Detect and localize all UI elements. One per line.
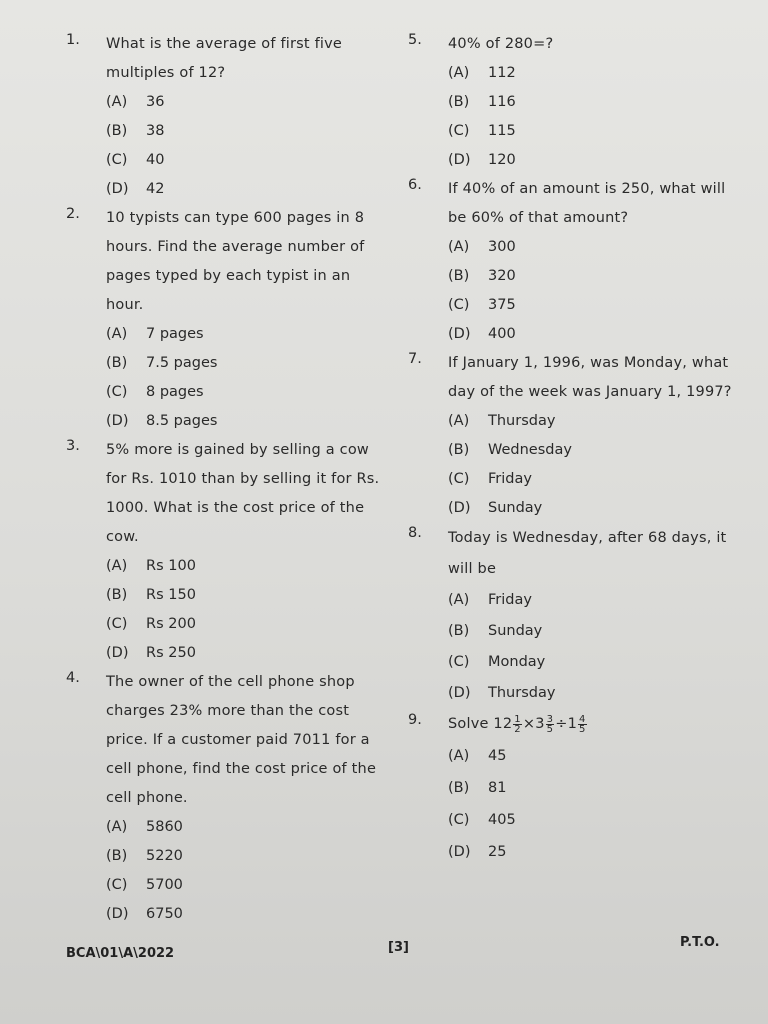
option-d: (D) 6750 — [106, 906, 183, 922]
right-column — [408, 30, 738, 868]
option-a: (A) 5860 — [106, 819, 183, 835]
option-a: (A) 112 — [448, 65, 516, 81]
option-d: (D) Rs 250 — [106, 645, 196, 661]
question-number: 6. — [408, 177, 422, 193]
option-c: (C) 5700 — [106, 877, 183, 893]
question-3 — [66, 436, 391, 668]
question-number: 9. — [408, 712, 422, 728]
option-c: (C) 8 pages — [106, 384, 204, 400]
option-c: (C) 115 — [448, 123, 516, 139]
option-c: (C) Friday — [448, 471, 532, 487]
option-d: (D) 400 — [448, 326, 516, 342]
question-number: 1. — [66, 32, 80, 48]
question-4 — [66, 668, 391, 929]
question-5 — [408, 30, 738, 175]
option-c: (C) 405 — [448, 812, 516, 828]
question-8 — [408, 523, 738, 709]
question-6 — [408, 175, 738, 349]
option-c: (C) Monday — [448, 654, 546, 670]
question-number: 2. — [66, 206, 80, 222]
question-stem: What is the average of first five multiples of 12? — [106, 36, 343, 81]
question-stem: The owner of the cell phone shop charges 23% more than the cost price. If a customer paid 7011 for a cell phone, find the cost price of the cell phone. — [106, 674, 377, 806]
question-stem: Solve 12 $\frac{1}{2}$ ×3 $\frac{3}{5}$ ÷1 $\frac{4}{5}$ — [448, 713, 586, 735]
option-d: (D) 120 — [448, 152, 516, 168]
fraction: $\frac{1}{2}$ — [514, 713, 521, 735]
option-b: (B) 116 — [448, 94, 516, 110]
question-stem: If 40% of an amount is 250, what will be 60% of that amount? — [448, 181, 726, 226]
option-b: (B) 5220 — [106, 848, 183, 864]
question-stem: 10 typists can type 600 pages in 8 hours. Find the average number of pages typed by each typist in an hour. — [106, 210, 365, 313]
option-c: (C) 375 — [448, 297, 516, 313]
page-number: [3] — [388, 940, 409, 955]
question-number: 4. — [66, 670, 80, 686]
question-number: 8. — [408, 525, 422, 541]
question-9 — [408, 709, 738, 868]
option-b: (B) Rs 150 — [106, 587, 196, 603]
option-b: (B) Wednesday — [448, 442, 572, 458]
option-b: (B) 81 — [448, 780, 507, 796]
question-1 — [66, 30, 391, 204]
option-b: (B) Sunday — [448, 623, 543, 639]
option-a: (A) Thursday — [448, 413, 556, 429]
option-b: (B) 320 — [448, 268, 516, 284]
option-c: (C) Rs 200 — [106, 616, 196, 632]
question-number: 7. — [408, 351, 422, 367]
question-stem: If January 1, 1996, was Monday, what day of the week was January 1, 1997? — [448, 355, 732, 400]
option-a: (A) Friday — [448, 592, 532, 608]
option-b: (B) 38 — [106, 123, 165, 139]
option-b: (B) 7.5 pages — [106, 355, 218, 371]
left-column — [66, 30, 391, 929]
question-stem: Today is Wednesday, after 68 days, it will be — [448, 530, 727, 577]
option-a: (A) 7 pages — [106, 326, 204, 342]
option-c: (C) 40 — [106, 152, 165, 168]
pto-label: P.T.O. — [680, 935, 720, 950]
option-a: (A) 45 — [448, 748, 507, 764]
option-d: (D) 42 — [106, 181, 165, 197]
question-2 — [66, 204, 391, 436]
option-d: (D) Sunday — [448, 500, 543, 516]
question-7 — [408, 349, 738, 523]
option-d: (D) 25 — [448, 844, 507, 860]
question-stem: 40% of 280=? — [448, 36, 554, 52]
question-number: 5. — [408, 32, 422, 48]
option-d: (D) 8.5 pages — [106, 413, 218, 429]
question-number: 3. — [66, 438, 80, 454]
fraction: $\frac{4}{5}$ — [579, 713, 586, 735]
option-a: (A) 36 — [106, 94, 165, 110]
paper-code: BCA\01\A\2022 — [66, 946, 175, 961]
option-a: (A) Rs 100 — [106, 558, 196, 574]
option-d: (D) Thursday — [448, 685, 556, 701]
option-a: (A) 300 — [448, 239, 516, 255]
question-stem: 5% more is gained by selling a cow for Rs. 1010 than by selling it for Rs. 1000. What is the cost price of the cow. — [106, 442, 380, 545]
fraction: $\frac{3}{5}$ — [546, 713, 554, 735]
